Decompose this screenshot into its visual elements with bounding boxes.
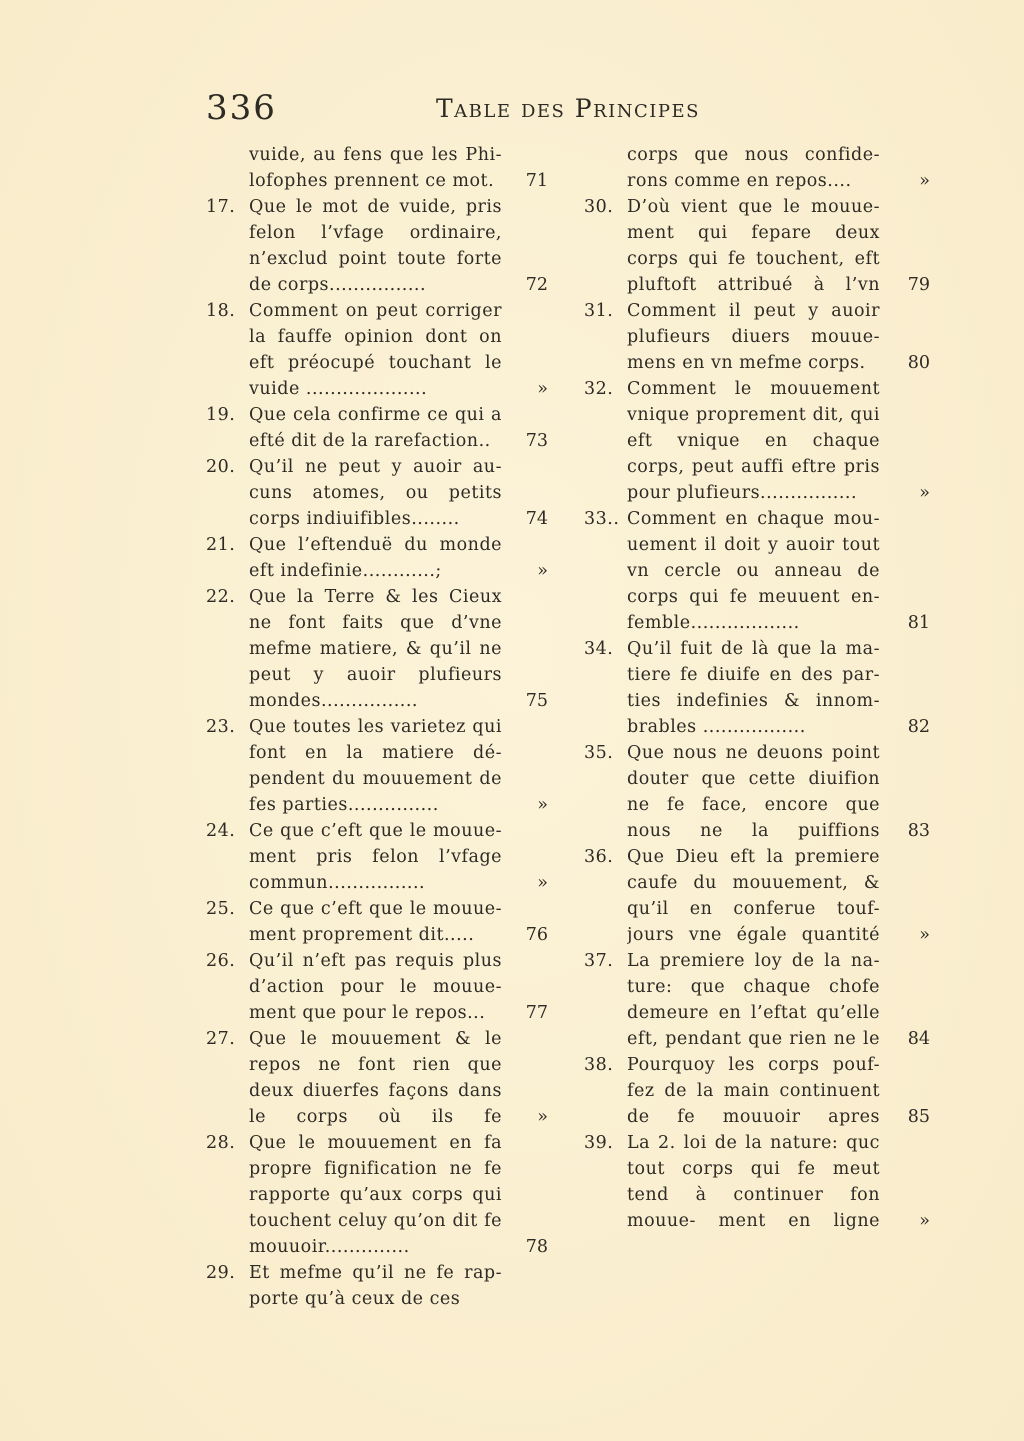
left-column	[206, 142, 552, 1312]
entry-page-number: »	[537, 379, 548, 399]
right-column	[584, 142, 930, 1234]
entry-number: 30.	[584, 197, 614, 217]
entry-text: Pourquoy les corps pouf- fez de la main continuent de fe mouuoir apres	[627, 1055, 880, 1127]
toc-entry	[206, 714, 552, 818]
entry-number: 27.	[206, 1029, 236, 1049]
entry-number: 39.	[584, 1133, 614, 1153]
entry-text: Comment le mouuement vnique proprement dit, qui eft vnique en chaque corps, peut auffi eftre pris pour plufieurs................	[627, 379, 880, 503]
toc-entry	[206, 1260, 552, 1312]
entry-text: Que l’eftenduë du monde eft indefinie............;	[249, 535, 502, 581]
entry-number: 33..	[584, 509, 620, 529]
entry-text: Que Dieu eft la premiere caufe du mouuement, & qu’il en conferue touf- jours vne égale quantité	[627, 847, 880, 945]
entry-text: Qu’il ne peut y auoir au- cuns atomes, ou petits corps indiuifibles........	[249, 457, 502, 529]
entry-number: 37.	[584, 951, 614, 971]
toc-entry	[206, 532, 552, 584]
entry-number: 38.	[584, 1055, 614, 1075]
toc-entry	[206, 194, 552, 298]
entry-page-number: 81	[907, 613, 930, 633]
entry-page-number: 75	[525, 691, 548, 711]
entry-text: Comment il peut y auoir plufieurs diuers mouue- mens en vn mefme corps.	[627, 301, 880, 373]
entry-number: 20.	[206, 457, 236, 477]
toc-entry	[584, 194, 930, 298]
entry-page-number: 77	[525, 1003, 548, 1023]
entry-number: 29.	[206, 1263, 236, 1283]
entry-page-number: 73	[525, 431, 548, 451]
entry-page-number: »	[919, 1211, 930, 1231]
entry-page-number: 76	[525, 925, 548, 945]
toc-entry	[584, 1130, 930, 1234]
entry-text: D’où vient que le mouue- ment qui fepare deux corps qui fe touchent, eft pluftoft attribué à l’vn	[627, 197, 880, 295]
entry-number: 25.	[206, 899, 236, 919]
toc-entry	[584, 948, 930, 1052]
entry-number: 34.	[584, 639, 614, 659]
entry-number: 19.	[206, 405, 236, 425]
entry-page-number: 78	[525, 1237, 548, 1257]
entry-number: 28.	[206, 1133, 236, 1153]
entry-number: 36.	[584, 847, 614, 867]
entry-text: Que nous ne deuons point douter que cette diuifion ne fe face, encore que nous ne la puiffions	[627, 743, 880, 841]
entry-page-number: »	[537, 1107, 548, 1127]
entry-number: 31.	[584, 301, 614, 321]
entry-page-number: »	[919, 483, 930, 503]
toc-entry	[206, 454, 552, 532]
toc-entry	[206, 1026, 552, 1130]
entry-number: 23.	[206, 717, 236, 737]
entry-page-number: 80	[907, 353, 930, 373]
toc-entry	[206, 142, 552, 194]
toc-entry	[584, 506, 930, 636]
entry-number: 21.	[206, 535, 236, 555]
entry-page-number: 79	[907, 275, 930, 295]
toc-entry	[206, 584, 552, 714]
entry-page-number: »	[919, 925, 930, 945]
entry-page-number: 74	[525, 509, 548, 529]
entry-text: Qu’il n’eft pas requis plus d’action pour le mouue- ment que pour le repos...	[249, 951, 502, 1023]
entry-text: Que toutes les varietez qui font en la matiere dé- pendent du mouuement de fes parties...............	[249, 717, 502, 815]
entry-page-number: »	[919, 171, 930, 191]
entry-page-number: »	[537, 795, 548, 815]
entry-number: 24.	[206, 821, 236, 841]
entry-page-number: 85	[907, 1107, 930, 1127]
entry-page-number: »	[537, 873, 548, 893]
toc-entry	[206, 1130, 552, 1260]
entry-page-number: 72	[525, 275, 548, 295]
entry-page-number: 83	[907, 821, 930, 841]
entry-text: Comment en chaque mou- uement il doit y auoir tout vn cercle ou anneau de corps qui fe meuuent en- femble..................	[627, 509, 880, 633]
toc-entry	[206, 818, 552, 896]
toc-entry	[584, 142, 930, 194]
toc-entry	[206, 298, 552, 402]
entry-text: Que la Terre & les Cieux ne font faits que d’vne mefme matiere, & qu’il ne peut y auoir plufieurs mondes................	[249, 587, 502, 711]
entry-text: Que le mouuement & le repos ne font rien que deux diuerfes façons dans le corps où ils fe	[249, 1029, 502, 1127]
toc-entry	[584, 1052, 930, 1130]
entry-text: Et mefme qu’il ne fe rap- porte qu’à ceux de ces	[249, 1263, 502, 1309]
running-title: Table des Principes	[436, 94, 700, 123]
entry-text: La premiere loy de la na- ture: que chaque chofe demeure en l’eftat qu’elle eft, pendant que rien ne le	[627, 951, 880, 1049]
entry-text: Que le mot de vuide, pris felon l’vfage ordinaire, n’exclud point toute forte de corps................	[249, 197, 502, 295]
entry-text: Que le mouuement en fa propre fignification ne fe rapporte qu’aux corps qui touchent celuy qu’on dit fe mouuoir..............	[249, 1133, 502, 1257]
entry-number: 35.	[584, 743, 614, 763]
entry-number: 17.	[206, 197, 236, 217]
entry-page-number: 84	[907, 1029, 930, 1049]
entry-page-number: 82	[907, 717, 930, 737]
toc-entry	[584, 740, 930, 844]
page-number: 336	[206, 88, 277, 128]
entry-text: Qu’il fuit de là que la ma- tiere fe diuife en des par- ties indefinies & innom- brables .................	[627, 639, 880, 737]
entry-text: Que cela confirme ce qui a efté dit de la rarefaction..	[249, 405, 502, 451]
entry-number: 18.	[206, 301, 236, 321]
entry-text: Ce que c’eft que le mouue- ment pris felon l’vfage commun................	[249, 821, 502, 893]
toc-entry	[206, 896, 552, 948]
entry-text: vuide, au fens que les Phi- lofophes prennent ce mot.	[249, 145, 502, 191]
entry-number: 26.	[206, 951, 236, 971]
entry-page-number: »	[537, 561, 548, 581]
toc-entry	[584, 298, 930, 376]
entry-number: 22.	[206, 587, 236, 607]
toc-entry	[206, 948, 552, 1026]
toc-entry	[584, 844, 930, 948]
entry-number: 32.	[584, 379, 614, 399]
toc-entry	[206, 402, 552, 454]
toc-entry	[584, 636, 930, 740]
entry-text: corps que nous confide- rons comme en repos....	[627, 145, 880, 191]
toc-entry	[584, 376, 930, 506]
entry-text: La 2. loi de la nature: quc tout corps qui fe meut tend à continuer fon mouue- ment en ligne	[627, 1133, 880, 1231]
entry-text: Ce que c’eft que le mouue- ment proprement dit.....	[249, 899, 502, 945]
entry-page-number: 71	[525, 171, 548, 191]
entry-text: Comment on peut corriger la fauffe opinion dont on eft préocupé touchant le vuide ....................	[249, 301, 502, 399]
